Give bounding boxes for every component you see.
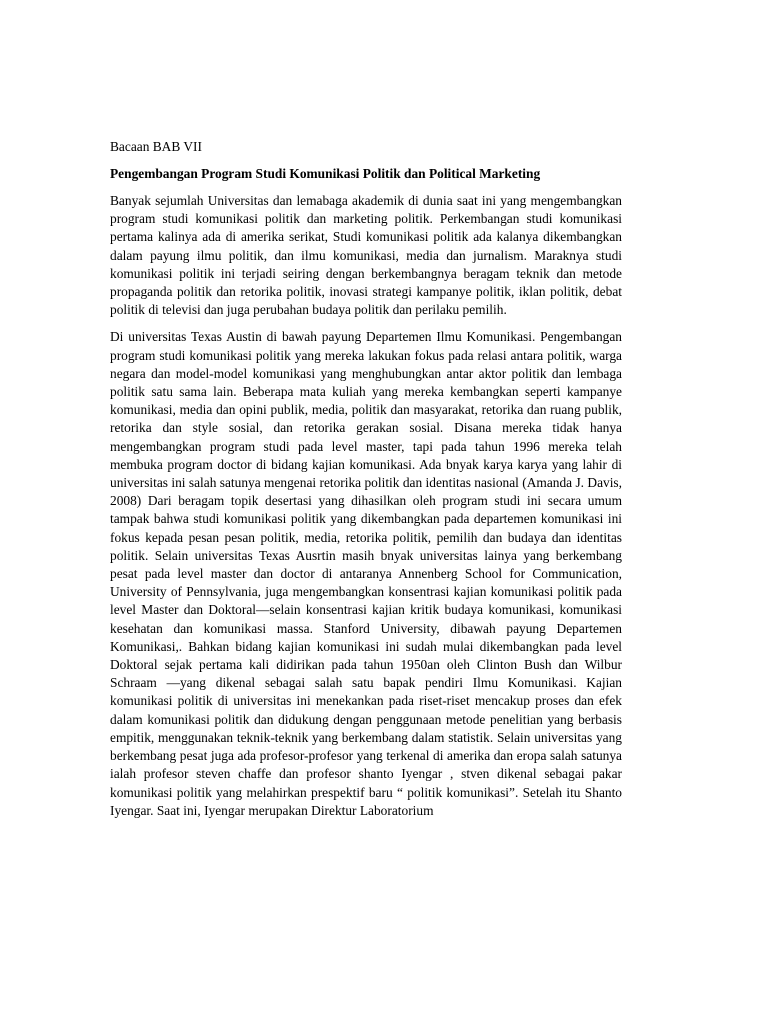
chapter-label: Bacaan BAB VII xyxy=(110,139,202,154)
document-page xyxy=(110,138,622,829)
paragraph-1: Banyak sejumlah Universitas dan lemabaga akademik di dunia saat ini yang mengembangkan program studi komunikasi politik dan marketing politik. Perkembangan studi komunikasi pertama kalinya ada di amerika serikat, Studi komunikasi politik ada kalanya dikembangkan dalam payung ilmu politik, dan ilmu komunikasi, media dan jurnalism. Maraknya studi komunikasi politik ini terjadi seiring dengan berkembangnya beragam teknik dan metode propaganda politik dan retorika politik, inovasi strategi kampanye politik, iklan politik, debat politik di televisi dan juga perubahan budaya politik dan perilaku pemilih. xyxy=(110,193,622,318)
paragraph-2: Di universitas Texas Austin di bawah payung Departemen Ilmu Komunikasi. Pengembangan program studi komunikasi politik yang mereka lakukan fokus pada relasi antara politik, warga negara dan model-model komunikasi yang menghubungkan antar aktor politik dan lembaga politik satu sama lain. Beberapa mata kuliah yang mereka kembangkan seperti kampanye komunikasi, media dan opini publik, media, politik dan masyarakat, retorika dan ruang publik, retorika dan style sosial, dan retorika gerakan sosial. Disana mereka tidak hanya mengembangkan program studi pada level master, tapi pada tahun 1996 mereka telah membuka program doctor di bidang kajian komunikasi. Ada bnyak karya karya yang lahir di universitas ini salah satunya mengenai retorika politik dan identitas nasional (Amanda J. Davis, 2008) Dari beragam topik desertasi yang dihasilkan oleh program studi ini secara umum tampak bahwa studi komunikasi politik yang dikembangkan pada departemen komunikasi ini fokus kepada pesan pesan politik, media, retorika politik, pemilih dan budaya dan identitas politik. Selain universitas Texas Ausrtin masih bnyak universitas lainya yang berkembang pesat pada level master dan doctor di antaranya Annenberg School for Communication, University of Pennsylvania, juga mengembangkan konsentrasi kajian komunikasi politik pada level Master dan Doktoral—selain konsentrasi kajian kritik budaya komunikasi, komunikasi kesehatan dan komunikasi massa. Stanford University, dibawah payung Departemen Komunikasi,. Bahkan bidang kajian komunikasi ini sudah mulai dikembangkan pada level Doktoral sejak pertama kali didirikan pada tahun 1950an oleh Clinton Bush dan Wilbur Schraam —yang dikenal sebagai salah satu bapak pendiri Ilmu Komunikasi. Kajian komunikasi politik di universitas ini menekankan pada riset-riset mencakup proses dan efek dalam komunikasi politik dan didukung dengan penggunaan metode penelitian yang berbasis empitik, menggunakan teknik-teknik yang berkembang dalam statistik. Selain universitas yang berkembang pesat juga ada profesor-profesor yang terkenal di amerika dan eropa salah satunya ialah profesor steven chaffe dan profesor shanto Iyengar , stven dikenal sebagai pakar komunikasi politik yang melahirkan prespektif baru “ politik komunikasi”. Setelah itu Shanto Iyengar. Saat ini, Iyengar merupakan Direktur Laboratorium xyxy=(110,329,622,818)
document-title: Pengembangan Program Studi Komunikasi Politik dan Political Marketing xyxy=(110,166,541,181)
